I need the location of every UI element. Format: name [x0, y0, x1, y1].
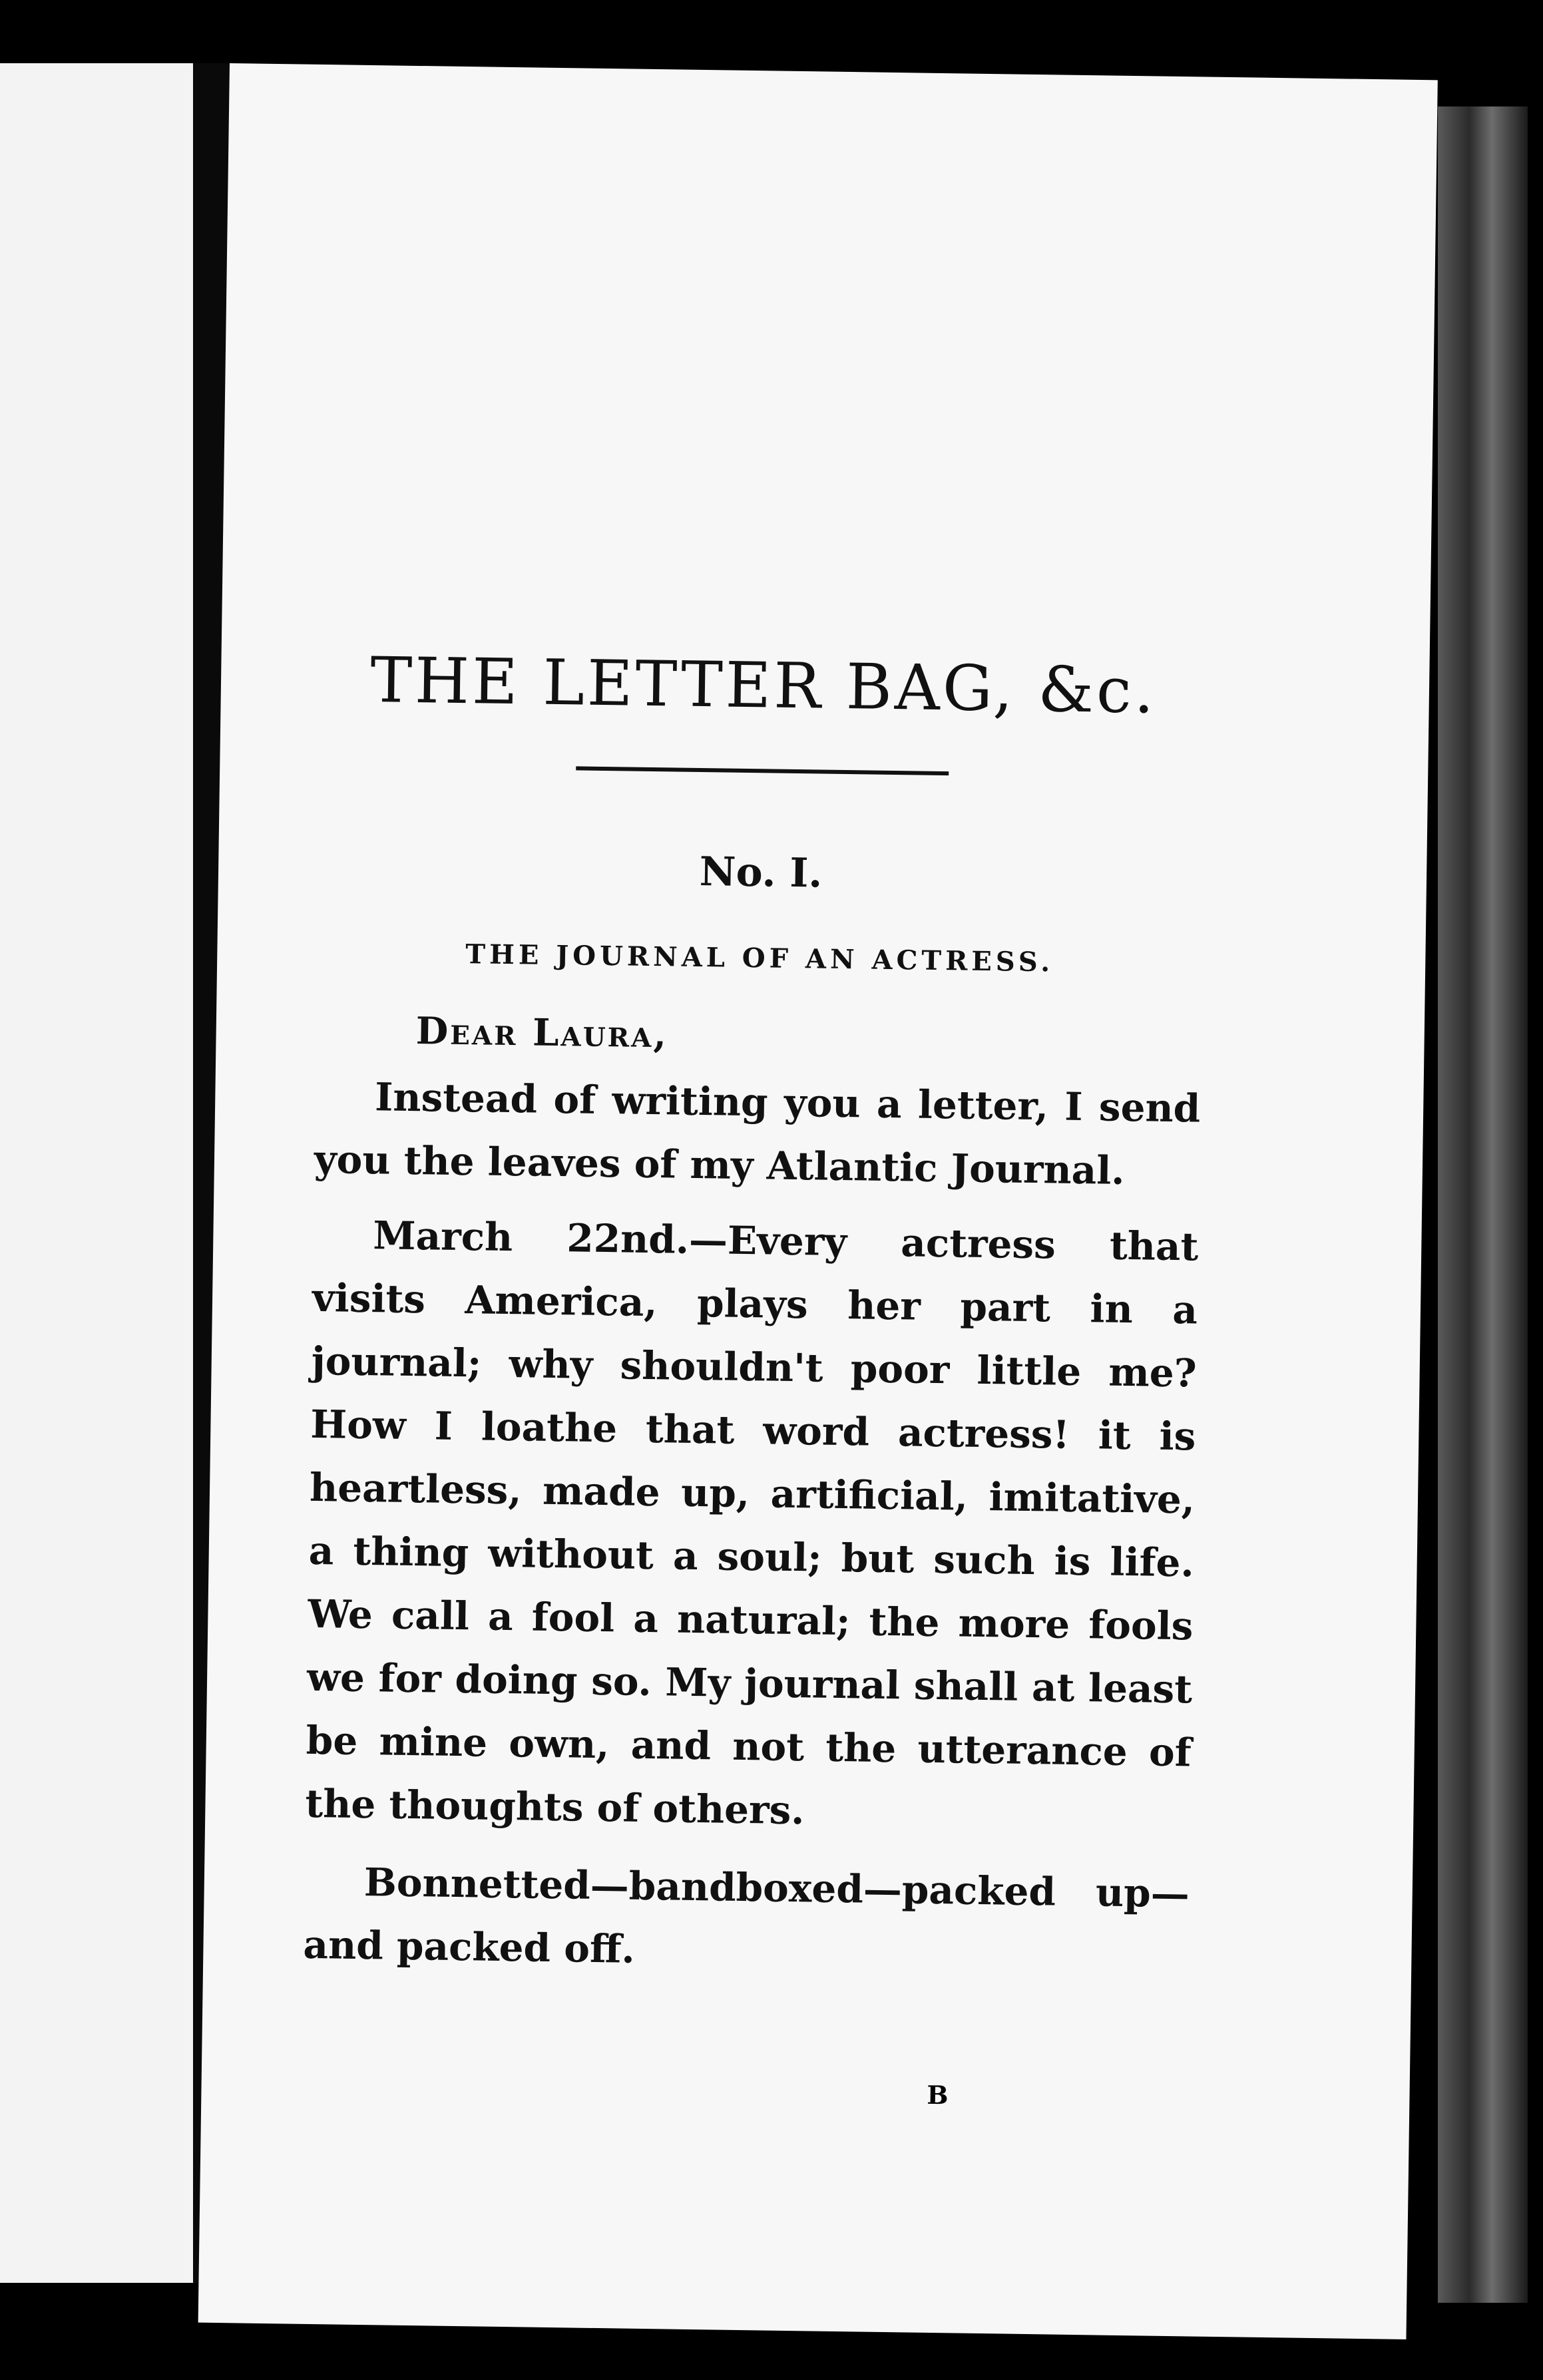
page-content [303, 644, 1207, 2001]
book-page [198, 63, 1438, 2339]
paragraph: Instead of writing you a letter, I send you the leaves of my Atlantic Journal. [314, 1074, 1201, 1193]
signature-mark: B [927, 2079, 949, 2110]
show-through-text [305, 391, 1357, 405]
section-title: THE JOURNAL OF AN ACTRESS. [465, 938, 1054, 978]
page-edge [1438, 106, 1528, 2303]
facing-page [0, 63, 217, 2283]
salutation: Dear Laura, [415, 1009, 669, 1057]
paragraph: March 22nd.—Every actress that visits America, plays her part in a journal; why shouldn't poor little me? How I loathe that word actress! it is heartless, made up, artificial, imitative, a thing without a soul; but such is life. We call a fool a natural; the more fools we for doing so. My journal shall at least be mine own, and not the utterance of the thoughts of others. [305, 1213, 1199, 1834]
paragraph: Bonnetted—bandboxed—packed up—and packed off. [303, 1860, 1190, 1972]
page-title: THE LETTER BAG, &c. [369, 644, 1158, 728]
section-number: No. I. [699, 848, 823, 897]
title-rule [576, 766, 949, 775]
